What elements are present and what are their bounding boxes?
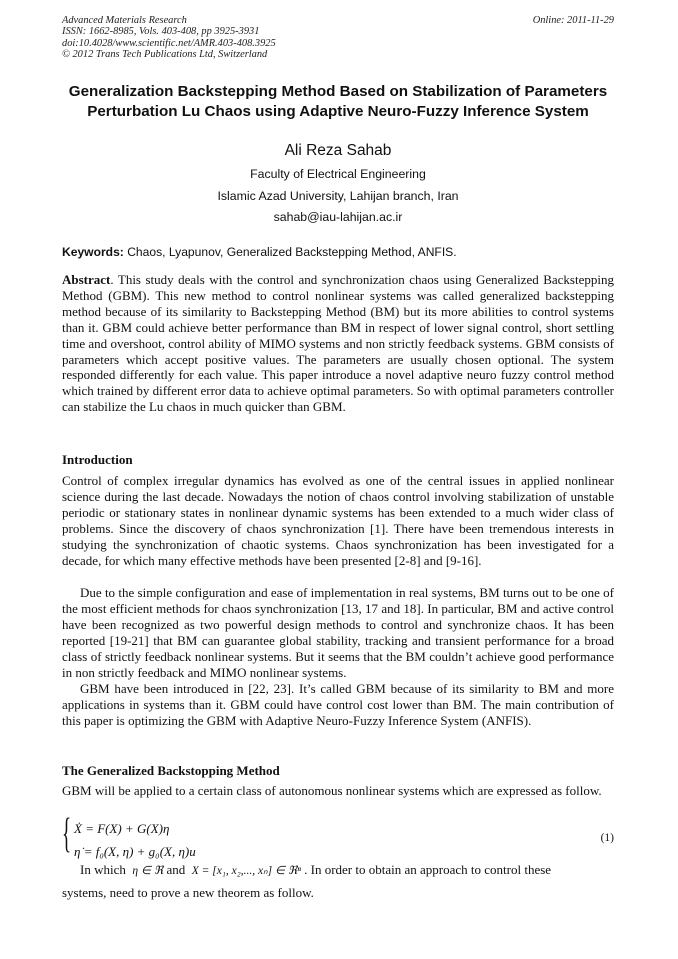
introduction-paragraph-1: Control of complex irregular dynamics has evolved as one of the central issues in applied nonlinear science during the last decade. Nowadays the notion of chaos control involving stabilization of unstable periodic or stationary states in nonlinear dynamic systems has been extended to a much wider class of problems. Since the discovery of chaos synchronization [1]. There have been tremendous interests in studying the synchronization of chaotic systems. Chaos synchronization has been investigated for a decade, for which many effective methods have been presented [2-8] and [9-16]. — [62, 473, 614, 568]
copyright-line: © 2012 Trans Tech Publications Ltd, Switzerland — [62, 48, 268, 60]
keywords-text: Chaos, Lyapunov, Generalized Backstepping Method, ANFIS. — [127, 245, 457, 259]
online-date: Online: 2011-11-29 — [532, 15, 614, 26]
abstract-text: . This study deals with the control and synchronization chaos using Generalized Backstepping Method (GBM). This new method to control nonlinear systems was called generalized backstepping method because of its similarity to Backstepping Method (BM) but its more abilities to control systems than it. GBM could achieve better performance than BM in respect of lower signal control, short settling time and overshoot, control ability of MIMO systems and non strictly feedback systems. GBM consists of parameters which accept positive values. The parameters are usually chosen optional. The system responded differently for each value. This paper introduce a novel adaptive neuro fuzzy control method which trained by different error data to achieve optimal parameters. So with optimal parameters controller can stabilize the Lu chaos in much quicker than GBM. — [62, 272, 614, 415]
abstract-label: Abstract — [62, 272, 111, 287]
section-gbm-heading: The Generalized Backstopping Method — [62, 763, 280, 778]
introduction-paragraph-3: GBM have been introduced in [22, 23]. It’s called GBM because of its similarity to BM and more applications in systems than it. GBM could have control cost lower than BM. The main contribution of this paper is optimizing the GBM with Adaptive Neuro-Fuzzy Inference System (ANFIS). — [62, 681, 614, 728]
affiliation-faculty: Faculty of Electrical Engineering — [250, 167, 426, 181]
affiliation-university: Islamic Azad University, Lahijan branch, Iran — [217, 189, 459, 203]
introduction-heading: Introduction — [62, 452, 133, 467]
author-email: sahab@iau-lahijan.ac.ir — [273, 210, 403, 224]
keywords — [62, 245, 614, 260]
issn-line: ISSN: 1662-8985, Vols. 403-408, pp 3925-3931 — [62, 26, 260, 38]
p2-and: and — [166, 862, 186, 877]
equation-line-2: η̇ = f₀(X, η) + g₀(X, η)u — [74, 844, 196, 859]
section-gbm-paragraph-2 — [62, 862, 614, 880]
section-gbm-paragraph-3: systems, need to prove a new theorem as follow. — [62, 885, 314, 900]
author-name: Ali Reza Sahab — [284, 142, 392, 159]
equation-brace: { — [62, 811, 72, 857]
equation-1 — [62, 811, 614, 863]
p2-start: In which — [80, 862, 126, 877]
section-gbm-paragraph-1: GBM will be applied to a certain class of autonomous nonlinear systems which are expressed as follow. — [62, 783, 602, 798]
introduction-paragraph-2: Due to the simple configuration and ease of implementation in real systems, BM turns out to be one of the most efficient methods for chaos synchronization [13, 17 and 18]. In particular, BM and active control have been recognized as two powerful design methods to control and synchronize chaos. It has been reported [19-21] that BM can guarantee global stability, tracking and transient performance for a broad class of strictly feedback nonlinear systems. But it seems that the BM couldn’t achieve good performance in non strictly feedback and MIMO nonlinear systems. — [62, 585, 614, 680]
doi-line: doi:10.4028/www.scientific.net/AMR.403-408.3925 — [62, 37, 276, 49]
eta-expression: η ∈ ℜ — [132, 865, 164, 877]
equation-number: (1) — [600, 832, 614, 844]
journal-header — [62, 15, 276, 60]
equation-line-1: Ẋ = F(X) + G(X)η — [74, 821, 170, 836]
p2-end: . In order to obtain an approach to control these — [304, 862, 552, 877]
abstract — [62, 272, 614, 415]
paper-title: Generalization Backstepping Method Based on Stabilization of Parameters Perturbation Lu Chaos using Adaptive Neuro-Fuzzy Inference System — [68, 83, 608, 120]
keywords-label: Keywords: — [62, 245, 124, 259]
journal-name: Advanced Materials Research — [62, 15, 187, 26]
x-vector-expression: X = [x₁, x₂,..., xₙ] ∈ ℜⁿ — [191, 865, 301, 877]
